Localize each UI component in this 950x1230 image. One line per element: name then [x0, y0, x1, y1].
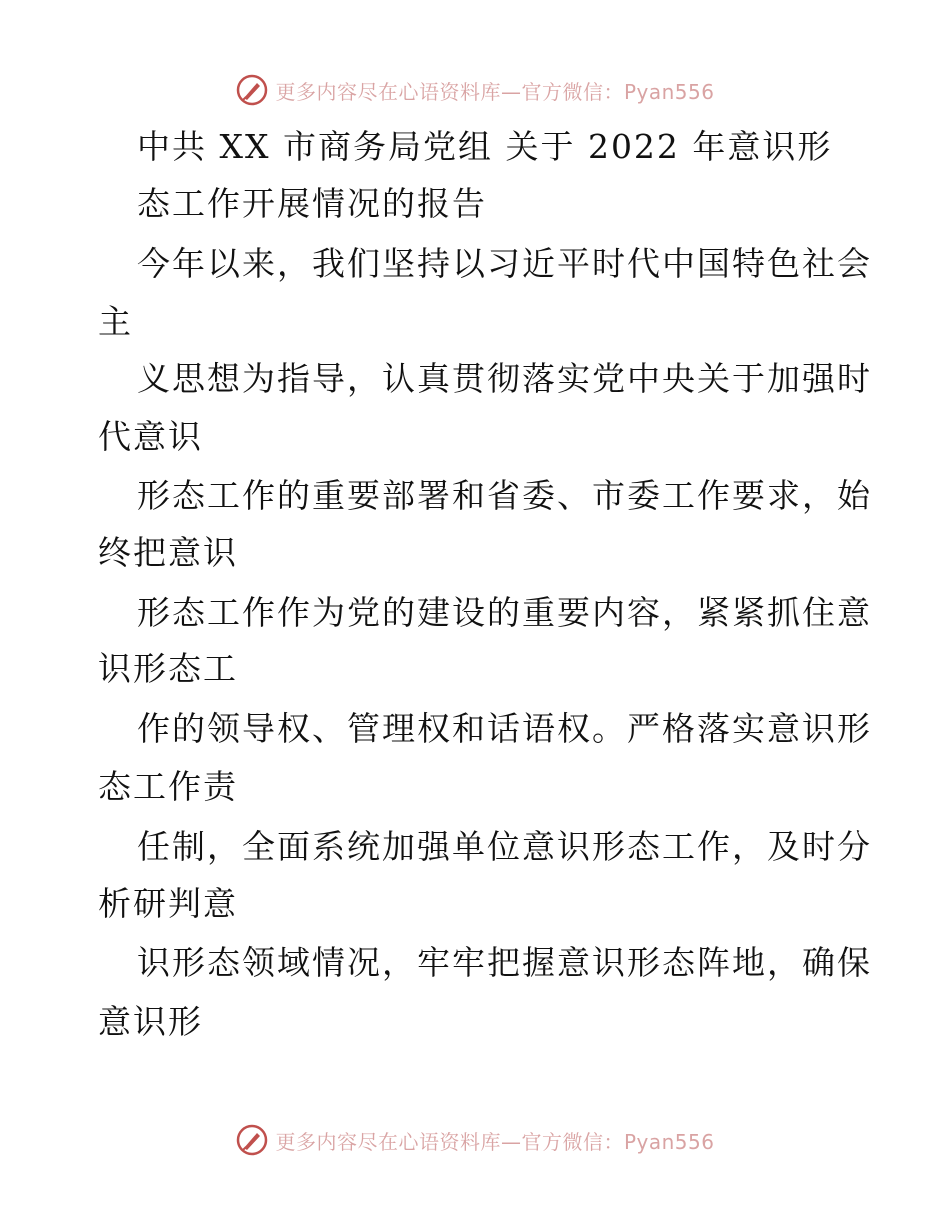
paragraph-line: 识形态工 — [98, 649, 238, 688]
header-watermark — [0, 70, 950, 110]
paragraph-line: 态工作责 — [98, 767, 238, 806]
document-title-line-2: 态工作开展情况的报告 — [137, 184, 487, 223]
document-title-line-1: 中共 XX 市商务局党组 关于 2022 年意识形 — [137, 127, 833, 166]
paragraph-line: 意识形 — [98, 1002, 203, 1041]
paragraph-line: 代意识 — [98, 417, 203, 456]
quill-logo-icon — [235, 73, 269, 107]
paragraph-line: 任制，全面系统加强单位意识形态工作，及时分 — [137, 827, 872, 866]
paragraph-line: 形态工作作为党的建设的重要内容，紧紧抓住意 — [137, 593, 872, 632]
paragraph-line: 义思想为指导，认真贯彻落实党中央关于加强时 — [137, 359, 872, 398]
paragraph-line: 作的领导权、管理权和话语权。严格落实意识形 — [137, 709, 872, 748]
watermark-text: 更多内容尽在心语资料库—官方微信：Pyan556 — [275, 79, 715, 104]
quill-logo-icon — [235, 1123, 269, 1157]
paragraph-line: 析研判意 — [98, 884, 238, 923]
paragraph-line: 今年以来，我们坚持以习近平时代中国特色社会 — [137, 244, 872, 283]
paragraph-line: 终把意识 — [98, 533, 238, 572]
paragraph-line: 主 — [98, 302, 133, 341]
watermark-text: 更多内容尽在心语资料库—官方微信：Pyan556 — [275, 1129, 715, 1154]
paragraph-line: 形态工作的重要部署和省委、市委工作要求，始 — [137, 476, 872, 515]
paragraph-line: 识形态领域情况，牢牢把握意识形态阵地，确保 — [137, 943, 872, 982]
footer-watermark — [0, 1120, 950, 1160]
